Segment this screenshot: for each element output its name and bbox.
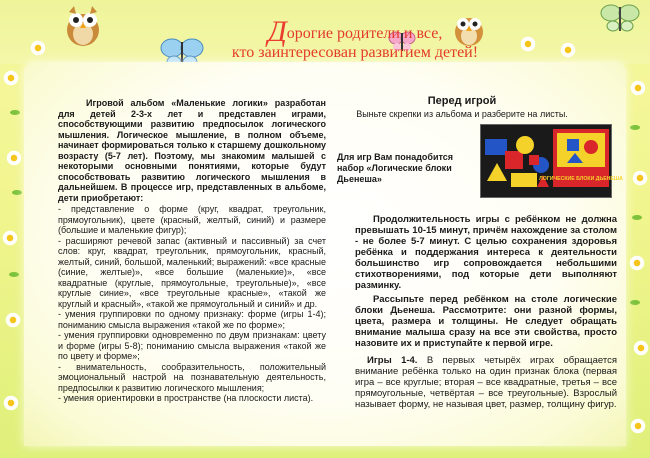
butterfly-icon — [600, 2, 640, 36]
right-column-header — [337, 96, 617, 119]
daisy-icon — [520, 36, 536, 52]
games-label: Игры 1-4. — [367, 355, 418, 366]
daisy-icon — [629, 255, 645, 271]
leaf-icon — [630, 125, 640, 130]
daisy-icon — [633, 340, 649, 356]
leaf-icon — [12, 190, 22, 195]
daisy-icon — [6, 150, 22, 166]
section-subtitle: Выньте скрепки из альбома и разберите на листы. — [356, 108, 568, 119]
daisy-icon — [2, 230, 18, 246]
page-title — [190, 15, 520, 62]
leaf-icon — [10, 110, 20, 115]
daisy-icon — [632, 170, 648, 186]
list-item: - расширяют речевой запас (активный и пассивный) за счет слов: круг, квадрат, треугольник, прямоугольник, красный, желтый, синий, большой, маленький; выражений: «все красные (синие, желтые)», «все большие (маленькие)», «все квадратные (круглые, прямоугольные, треугольные)», «все круглые синие», «все треугольные красные», «такой же круглый и красный», «такой же прямоугольный и синий» и др. — [58, 235, 326, 309]
list-item: - умения группировки одновременно по двум признакам: цвету и форме (игры 5-8); пониманию смысла выражения «такой же по цвету и форме»; — [58, 330, 326, 361]
title-line2: кто заинтересован развитием детей! — [231, 44, 479, 61]
list-item: - внимательность, сообразительность, положительный эмоциональный настрой на познавательную деятельность, предпосылки к развитию логического мышления; — [58, 361, 326, 393]
title-line1: орогие родители и все, — [286, 25, 443, 42]
preparation-paragraph: Рассыпьте перед ребёнком на столе логические блоки Дьенеша. Рассмотрите: они разной формы, цвета, размера и толщины. Не следует обращать внимание малыша сразу на все эти свойства, просто назовите их и приступайте к первой игре. — [355, 294, 617, 349]
product-photo — [480, 124, 623, 198]
materials-note: Для игр Вам понадобится набор «Логические блоки Дьенеша» — [337, 152, 454, 184]
daisy-icon — [3, 70, 19, 86]
title-first-letter: Д — [267, 15, 287, 48]
daisy-icon — [5, 312, 21, 328]
daisy-icon — [560, 42, 576, 58]
list-item: - умения ориентировки в пространстве (на плоскости листа). — [58, 393, 314, 403]
logic-blocks-image — [481, 125, 623, 197]
daisy-icon — [630, 418, 646, 434]
list-item: - умения группировки по одному признаку: форме (игры 1-4); пониманию смысла выражения «такой же по форме»; — [58, 309, 326, 330]
daisy-icon — [3, 395, 19, 411]
box-label: ЛОГИЧЕСКИЕ БЛОКИ ДЬЕНЕША — [539, 176, 623, 182]
leaf-icon — [630, 300, 640, 305]
daisy-icon — [630, 80, 646, 96]
intro-paragraph: Игровой альбом «Маленькие логики» разработан для детей 2-3-х лет и представлен играми, способствующими развитию предпосылок логического мышления. Логическое мышление, в полном объеме, начинает формироваться только к старшему дошкольному возрасту (5-7 лет). Поэтому, мы знакомим малышей с некоторыми основными понятиями, которые будут способствовать развитию логического мышления в дальнейшем. В процессе игр, представленных в альбоме, дети приобретают: — [58, 98, 326, 203]
duration-paragraph: Продолжительность игры с ребёнком не должна превышать 10-15 минут, причём нахождение за столом - не более 5-7 минут. С целью сохранения здоровья ребёнка и поддержания интереса к деятельности большинство игр сопровождается небольшими стихотворениями, под которые дети выполняют разминку. — [355, 214, 617, 291]
left-column — [58, 98, 326, 404]
games-text: В первых четырёх играх обращается внимание ребёнка только на один признак блока (первая игра – все круглые; вторая – все квадратные, третья – все прямоугольные, четвёртая – все треугольные). Взрослый называет форму, не называя цвет, размер, толщину фигур. — [355, 355, 617, 410]
games-paragraph — [355, 355, 617, 410]
leaf-icon — [632, 215, 642, 220]
section-heading: Перед игрой — [427, 95, 497, 107]
daisy-icon — [30, 40, 46, 56]
owl-icon — [58, 2, 108, 48]
leaf-icon — [9, 272, 19, 277]
list-item: - представление о форме (круг, квадрат, треугольник, прямоугольник), цвете (красный, желтый, синий) и размере (большие и маленькие фигур); — [58, 204, 326, 235]
